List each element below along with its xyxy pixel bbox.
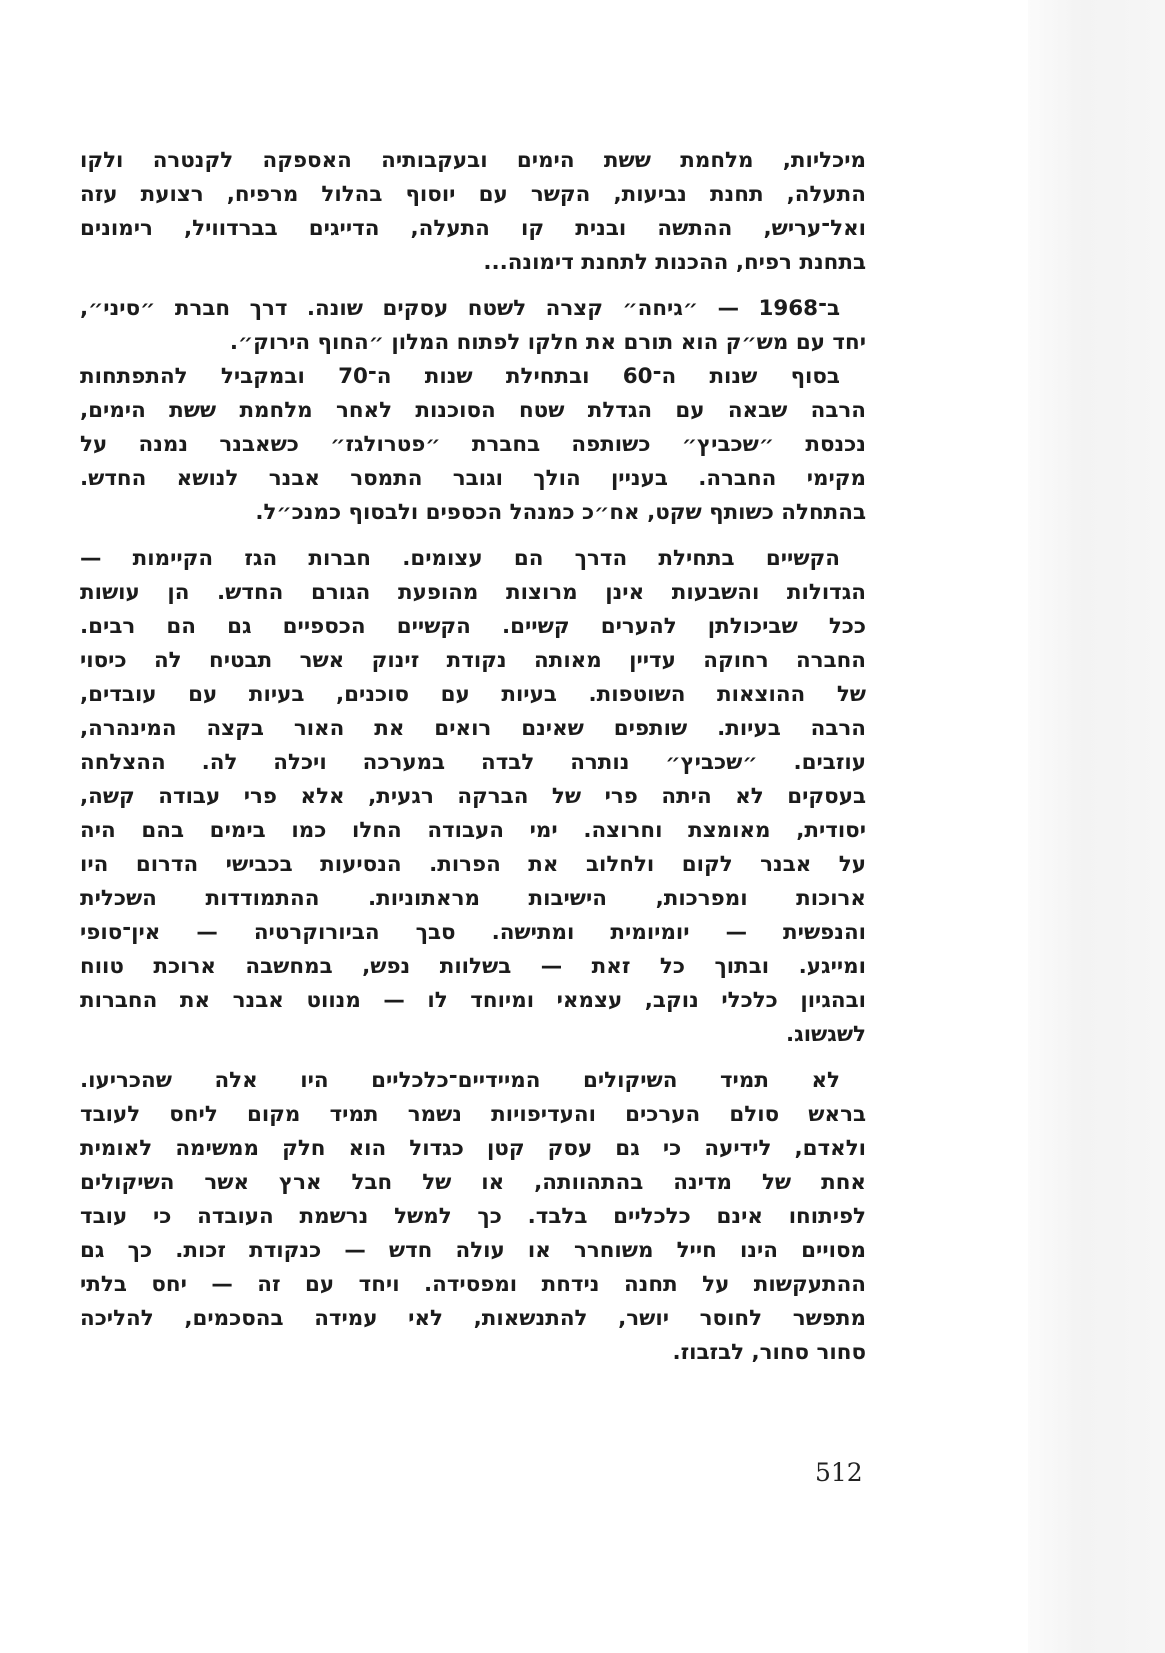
paragraph-gap <box>80 530 866 542</box>
text-line: ומייגע. ובתוך כל זאת — בשלוות נפש, במחשבה ארוכת טווח <box>80 954 866 979</box>
text-line: בהתחלה כשותף שקט, אח״כ כמנהל הכספים ולבסוף כמנכ״ל. <box>255 500 866 525</box>
text-line: בסוף שנות ה־60 ובתחילת שנות ה־70 ובמקביל להתפתחות <box>80 364 840 389</box>
page-body-text <box>80 144 866 1370</box>
text-line: ולאדם, לידיעה כי גם עסק קטן כגדול הוא חלק ממשימה לאומית <box>80 1136 866 1161</box>
text-line: נכנסת ״שכביץ״ כשותפה בחברת ״פטרולגז״ כשאבנר נמנה על <box>80 432 866 457</box>
text-line: הרבה בעיות. שותפים שאינם רואים את האור בקצה המינהרה, <box>80 716 866 741</box>
text-line: הרבה שבאה עם הגדלת שטח הסוכנות לאחר מלחמת ששת הימים, <box>80 398 866 423</box>
text-line: החברה רחוקה עדיין מאותה נקודת זינוק אשר תבטיח לה כיסוי <box>80 648 866 673</box>
text-line: ההתעקשות על תחנה נידחת ומפסידה. ויחד עם זה — יחס בלתי <box>80 1272 866 1297</box>
paragraph-gap <box>80 280 866 292</box>
text-line: בתחנת רפיח, ההכנות לתחנת דימונה... <box>483 250 866 275</box>
text-line: ארוכות ומפרכות, הישיבות מראתוניות. ההתמודדות השכלית <box>80 886 866 911</box>
text-line: ואל־עריש, ההתשה ובנית קו התעלה, הדייגים בברדוויל, רימונים <box>80 216 866 241</box>
page-edge-shadow <box>1028 0 1165 1653</box>
text-line: בראש סולם הערכים והעדיפויות נשמר תמיד מקום ליחס לעובד <box>80 1102 866 1127</box>
paragraph <box>80 360 866 530</box>
text-line: מיכליות, מלחמת ששת הימים ובעקבותיה האספקה לקנטרה ולקו <box>80 148 866 173</box>
text-line: מתפשר לחוסר יושר, להתנשאות, לאי עמידה בהסכמים, להליכה <box>80 1306 866 1331</box>
page-number: 512 <box>815 1458 863 1487</box>
text-line: ב־1968 — ״גיחה״ קצרה לשטח עסקים שונה. דרך חברת ״סיני״, <box>80 296 840 321</box>
text-line: של ההוצאות השוטפות. בעיות עם סוכנים, בעיות עם עובדים, <box>80 682 866 707</box>
text-line: והנפשית — יומיומית ומתישה. סבך הביורוקרטיה — אין־סופי <box>80 920 866 945</box>
text-line: הקשיים בתחילת הדרך הם עצומים. חברות הגז הקיימות — <box>80 546 840 571</box>
text-line: יחד עם מש״ק הוא תורם את חלקו לפתוח המלון ״החוף הירוק״. <box>229 330 866 355</box>
paragraph <box>80 1064 866 1370</box>
text-line: אחת של מדינה בהתהוותה, או של חבל ארץ אשר השיקולים <box>80 1170 866 1195</box>
text-line: סחור סחור, לבזבוז. <box>672 1340 866 1365</box>
text-line: הגדולות והשבעות אינן מרוצות מהופעת הגורם החדש. הן עושות <box>80 580 866 605</box>
text-line: על אבנר לקום ולחלוב את הפרות. הנסיעות בכבישי הדרום היו <box>80 852 866 877</box>
text-line: עוזבים. ״שכביץ״ נותרה לבדה במערכה ויכלה לה. ההצלחה <box>80 750 866 775</box>
text-line: ככל שביכולתן להערים קשיים. הקשיים הכספיים גם הם רבים. <box>80 614 866 639</box>
text-line: בעסקים לא היתה פרי של הברקה רגעית, אלא פרי עבודה קשה, <box>80 784 866 809</box>
text-line: התעלה, תחנת נביעות, הקשר עם יוסוף בהלול מרפיח, רצועת עזה <box>80 182 866 207</box>
paragraph <box>80 144 866 280</box>
text-line: מקימי החברה. בעניין הולך וגובר התמסר אבנר לנושא החדש. <box>80 466 866 491</box>
text-line: לא תמיד השיקולים המיידיים־כלכליים היו אלה שהכריעו. <box>80 1068 840 1093</box>
text-line: יסודית, מאומצת וחרוצה. ימי העבודה החלו כמו בימים בהם היה <box>80 818 866 843</box>
text-line: לשגשוג. <box>786 1022 866 1047</box>
text-line: מסויים הינו חייל משוחרר או עולה חדש — כנקודת זכות. כך גם <box>80 1238 866 1263</box>
text-line: ובהגיון כלכלי נוקב, עצמאי ומיוחד לו — מנווט אבנר את החברות <box>80 988 866 1013</box>
paragraph-gap <box>80 1052 866 1064</box>
paragraph <box>80 542 866 1052</box>
paragraph <box>80 292 866 360</box>
text-line: לפיתוחו אינם כלכליים בלבד. כך למשל נרשמת העובדה כי עובד <box>80 1204 866 1229</box>
